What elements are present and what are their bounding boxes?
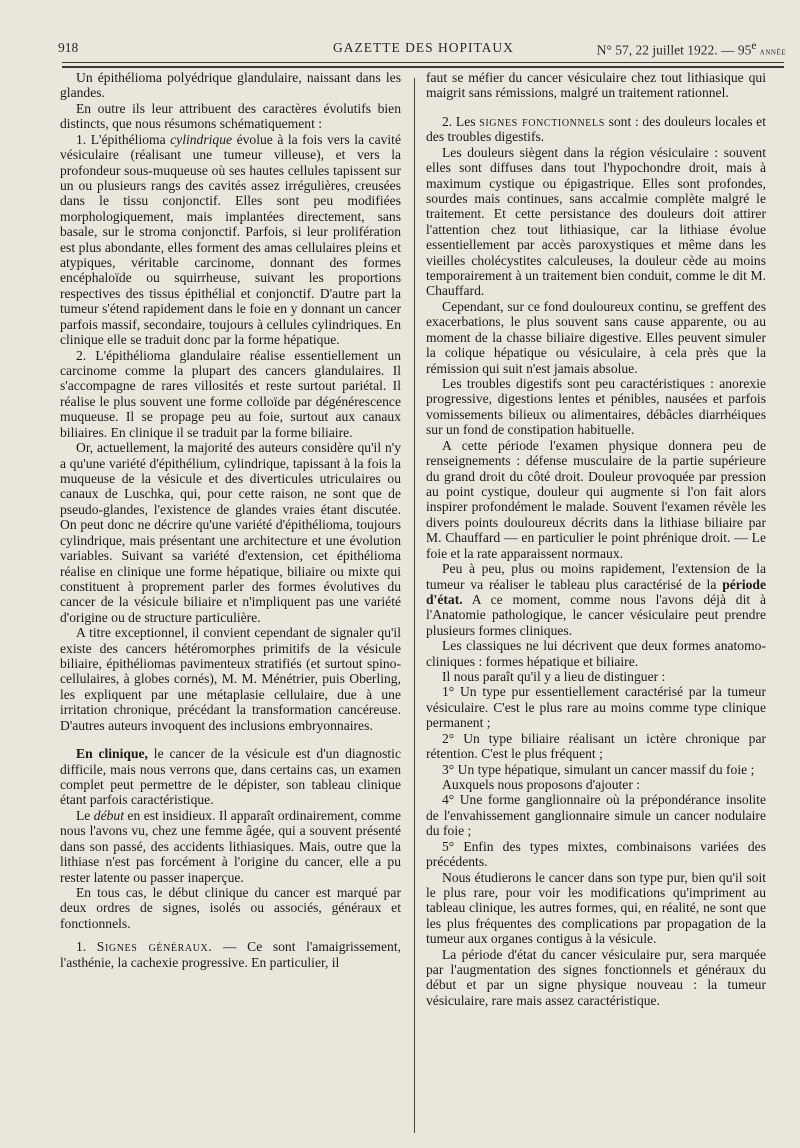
list-item: 1° Un type pur essentiellement caractérisé par la tumeur vésiculaire. C'est le plus rare au moins comme type clinique permanent ; (426, 684, 766, 731)
paragraph: La période d'état du cancer vésiculaire pur, sera marquée par l'augmentation des signes fonctionnels et généraux du début et par un signe physique nouveau : la tumeur vésiculaire, rare mais assez caractéristique. (426, 946, 766, 1008)
paragraph: Les troubles digestifs sont peu caractéristiques : anorexie progressive, digestions lentes et pénibles, nausées et parfois vomissements bilieux ou alimentaires, débâcles diarrhéiques sur un fond de constipation habituelle. (426, 376, 766, 438)
paragraph: A titre exceptionnel, il convient cependant de signaler qu'il existe des cancers hétéromorphes primitifs de la vésicule biliaire, épithéliomas pavimenteux stratifiés (et surtout spino-cellulaires, à globes cornés), M. M. Ménétrier, puis Oberling, les expliquent par une métaplasie cellulaire, due à une irritation chronique, précédant la transformation cancéreuse. D'autres auteurs invoquent des inclusions embryonnaires. (60, 625, 401, 733)
journal-title: GAZETTE DES HOPITAUX (333, 40, 514, 55)
list-item: 4° Une forme ganglionnaire où la prépondérance insolite de l'envahissement ganglionnaire simule un cancer nodulaire du foie ; (426, 792, 766, 839)
header-rule-thin (62, 62, 784, 63)
paragraph: 1. Signes généraux. — Ce sont l'amaigrissement, l'asthénie, la cachexie progressive. En particulier, il (60, 939, 402, 970)
paragraph: faut se méfier du cancer vésiculaire chez tout lithiasique qui maigrit sans rémissions, malgré un traitement rationnel. (426, 70, 766, 101)
paragraph: Le début en est insidieux. Il apparaît ordinairement, comme nous l'avons vu, chez une femme âgée, qui a souvent présenté dans son passé, des accidents lithiasiques. Mais, outre que la lithiase n'est pas forcément à l'origine du cancer, elle a pu rester latente ou passer inaperçue. (60, 807, 401, 885)
column-separator (414, 78, 415, 1133)
list-item: 3° Un type hépatique, simulant un cancer massif du foie ; (442, 761, 755, 777)
issue-info (597, 40, 786, 59)
paragraph: Un épithélioma polyédrique glandulaire, naissant dans les glandes. (60, 70, 401, 101)
paragraph: Or, actuellement, la majorité des auteurs considère qu'il n'y a qu'une variété d'épithélium, cylindrique, tapissant à la fois la muqueuse de la vésicule et des diverticules utriculaires ou canaux de Luschka, qui, pour cette raison, ne sont que de pseudo-glandes, l'existence de glandes vraies étant discutée. On peut donc ne décrire qu'une variété d'épithélioma, toujours cylindrique, mais présentant une architecture et une évolution variables. Suivant sa variété d'extension, cet épithélioma réalise en clinique une forme hépatique, biliaire ou mixte qui constituent à proprement parler des formes évolutives du cancer de la vésicule biliaire et n'impliquent pas une variété d'origine ou de structure particulière. (60, 440, 401, 625)
issue-year-word: année (759, 47, 786, 58)
issue-date: N° 57, 22 juillet 1922. — 95 (596, 42, 752, 58)
issue-ordinal-suffix: e (751, 40, 757, 52)
paragraph: Peu à peu, plus ou moins rapidement, l'extension de la tumeur va réaliser le tableau plus caractérisé de la période d'état. A ce moment, comme nous l'avons déjà dit à l'Anatomie pathologique, le cancer vésiculaire peut prendre plusieurs formes cliniques. (426, 561, 766, 638)
paragraph: En clinique, le cancer de la vésicule est d'un diagnostic difficile, mais nous verrons que, dans certains cas, un examen complet peut permettre de le dépister, son tableau clinique étant parfois caractéristique. (60, 746, 401, 808)
paragraph: Auxquels nous proposons d'ajouter : (442, 776, 641, 792)
header-rule-thick (62, 66, 784, 68)
paragraph: Les classiques ne lui décrivent que deux formes anatomo-cliniques : formes hépatique et biliaire. (426, 638, 766, 669)
paragraph: A cette période l'examen physique donnera peu de renseignements : défense musculaire de la partie supérieure du grand droit du côté droit. Douleur provoquée par pression au point cystique, douleur qui augmente si l'on fait alors inspirer profondément le malade. Souvent l'examen révèle les divers points douloureux décrits dans la lithiase biliaire par M. Chauffard — en particulier le point phrénique droit. — Le foie et la rate apparaissent normaux. (426, 437, 766, 561)
page-number: 918 (58, 40, 79, 55)
paragraph: Les douleurs siègent dans la région vésiculaire : souvent elles sont diffuses dans tout l'hypochondre droit, mais à maximum cystique ou épigastrique. Elles sont profondes, sourdes mais continues, sans accalmie complète malgré le traitement. Et cette persistance des douleurs doit attirer l'attention chez tout lithiasique, car la lithiase évolue essentiellement par accès paroxystiques et même dans les vieilles cholécystites calculeuses, la douleur cède au moins temporairement à un traitement bien conduit, comme le dit M. Chauffard. (426, 144, 766, 299)
paragraph: Il nous paraît qu'il y a lieu de distinguer : (442, 669, 666, 685)
running-header (58, 40, 786, 62)
paragraph: En tous cas, le début clinique du cancer est marqué par deux ordres de signes, isolés ou associés, généraux et fonctionnels. (60, 884, 401, 931)
paragraph: 1. L'épithélioma cylindrique évolue à la fois vers la cavité vésiculaire (réalisant une tumeur villeuse), et vers la profondeur sous-muqueuse où ses hautes cellules tapissent sur un ou plusieurs rangs des cavités assez irrégulières, creusées dans le tissu conjonctif. Elles sont peu modifiées morphologiquement, mais implantées directement, sans basale, sur le stroma conjonctif. Parfois, si leur prolifération est plus abondante, elles forment des amas cellulaires pleins et atypiques, véritable carcinome, donnant des formes encéphaloïde ou squirrheuse, suivant les proportions respectives des tissus épithélial et conjonctif. D'autre part la tumeur s'étend rapidement dans le foie en y donnant un cancer parfois massif, secondaire, toujours à cellules cylindriques. En clinique elle se traduit donc par la forme hépatique. (60, 131, 401, 348)
list-item: 5° Enfin des types mixtes, combinaisons variées des précédents. (426, 838, 766, 870)
paragraph: Nous étudierons le cancer dans son type pur, bien qu'il soit le plus rare, pour voir les modifications qu'impriment au tableau clinique, les autres formes, qui, en réalité, ne sont que les plus fréquentes des complications par propagation de la tumeur aux organes contigus à la vésicule. (426, 869, 766, 947)
paragraph: 2. L'épithélioma glandulaire réalise essentiellement un carcinome comme la plupart des cancers glandulaires. Il s'accompagne de rares villosités et reste surtout pariétal. Il réalise le plus souvent une forme colloïde par dégénérescence muqueuse. Il se propage peu au foie, surtout aux canaux biliaires. En clinique il se traduit par la forme biliaire. (60, 347, 401, 440)
list-item: 2° Un type biliaire réalisant un ictère chronique par rétention. C'est le plus fréquent ; (426, 730, 766, 762)
paragraph: En outre ils leur attribuent des caractères évolutifs bien distincts, que nous résumons schématiquement : (60, 100, 401, 132)
paragraph: Cependant, sur ce fond douloureux continu, se greffent des exacerbations, le plus souvent sans cause apparente, ou au moment de la chasse biliaire digestive. Elles peuvent simuler la colique hépatique ou vésiculaire, à cela près que la rémission qui suit n'est jamais absolue. (426, 298, 766, 376)
paragraph: 2. Les signes fonctionnels sont : des douleurs locales et des troubles digestifs. (426, 113, 766, 145)
right-column (426, 70, 766, 1008)
left-column (60, 70, 401, 970)
